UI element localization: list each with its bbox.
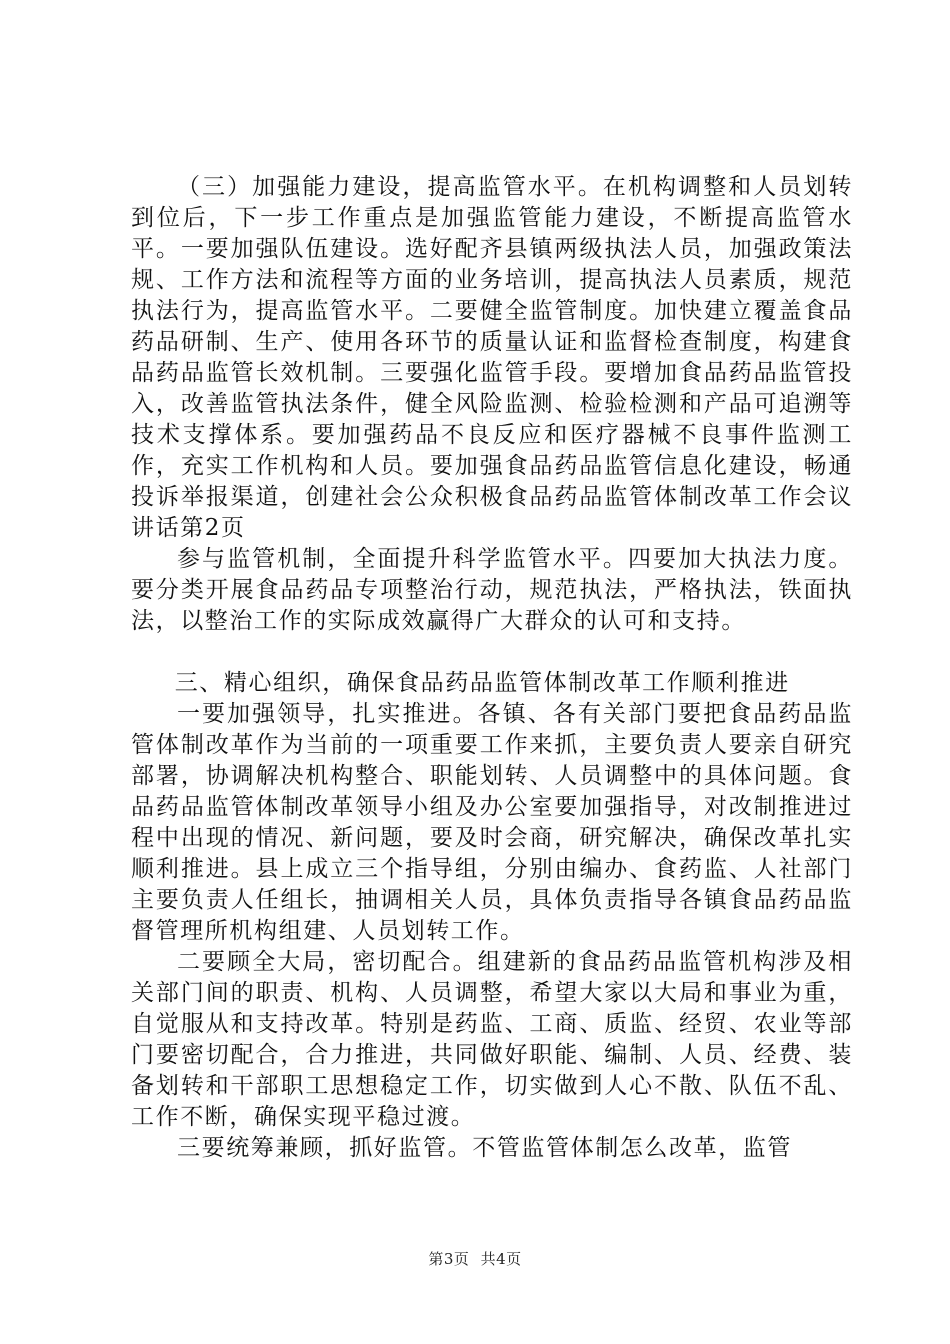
paragraph-capacity-building: （三）加强能力建设，提高监管水平。在机构调整和人员划转到位后，下一步工作重点是加强监管能力建设，不断提高监管水平。一要加强队伍建设。选好配齐县镇两级执法人员，加强政策法规、工作方法和流程等方面的业务培训，提高执法人员素质，规范执法行为，提高监管水平。二要健全监管制度。加快建立覆盖食品药品研制、生产、使用各环节的质量认证和监督检查制度，构建食品药品监管长效机制。三要强化监管手段。要增加食品药品监管投入，改善监管执法条件，健全风险监测、检验检测和产品可追溯等技术支撑体系。要加强药品不良反应和医疗器械不良事件监测工作，充实工作机构和人员。要加强食品药品监管信息化建设，畅通投诉举报渠道，创建社会公众积极食品药品监管体制改革工作会议讲话第2页 (131, 174, 853, 541)
section-heading: 三、精心组织，确保食品药品监管体制改革工作顺利推进 (174, 670, 790, 696)
page-footer (0, 1248, 950, 1269)
paragraph-leadership: 一要加强领导，扎实推进。各镇、各有关部门要把食品药品监管体制改革作为当前的一项重要工作来抓，主要负责人要亲自研究部署，协调解决机构整合、职能划转、人员调整中的具体问题。食品药品监管体制改革领导小组及办公室要加强指导，对改制推进过程中出现的情况、新问题，要及时会商，研究解决，确保改革扎实顺利推进。县上成立三个指导组，分别由编办、食药监、人社部门主要负责人任组长，抽调相关人员，具体负责指导各镇食品药品监督管理所机构组建、人员划转工作。 (131, 701, 853, 944)
page-number: 第3页 (428, 1250, 470, 1268)
page-total: 共4页 (480, 1250, 522, 1268)
document-body (131, 172, 853, 1164)
paragraph-supervision: 三要统筹兼顾，抓好监管。不管监管体制怎么改革，监管 (177, 1135, 792, 1161)
paragraph-enforcement: 参与监管机制，全面提升科学监管水平。四要加大执法力度。要分类开展食品药品专项整治行动，规范执法，严格执法，铁面执法，以整治工作的实际成效赢得广大群众的认可和支持。 (131, 546, 853, 634)
paragraph-cooperation: 二要顾全大局，密切配合。组建新的食品药品监管机构涉及相关部门间的职责、机构、人员调整，希望大家以大局和事业为重，自觉服从和支持改革。特别是药监、工商、质监、经贸、农业等部门要密切配合，合力推进，共同做好职能、编制、人员、经费、装备划转和干部职工思想稳定工作，切实做到人心不散、队伍不乱、工作不断，确保实现平稳过渡。 (131, 949, 853, 1130)
